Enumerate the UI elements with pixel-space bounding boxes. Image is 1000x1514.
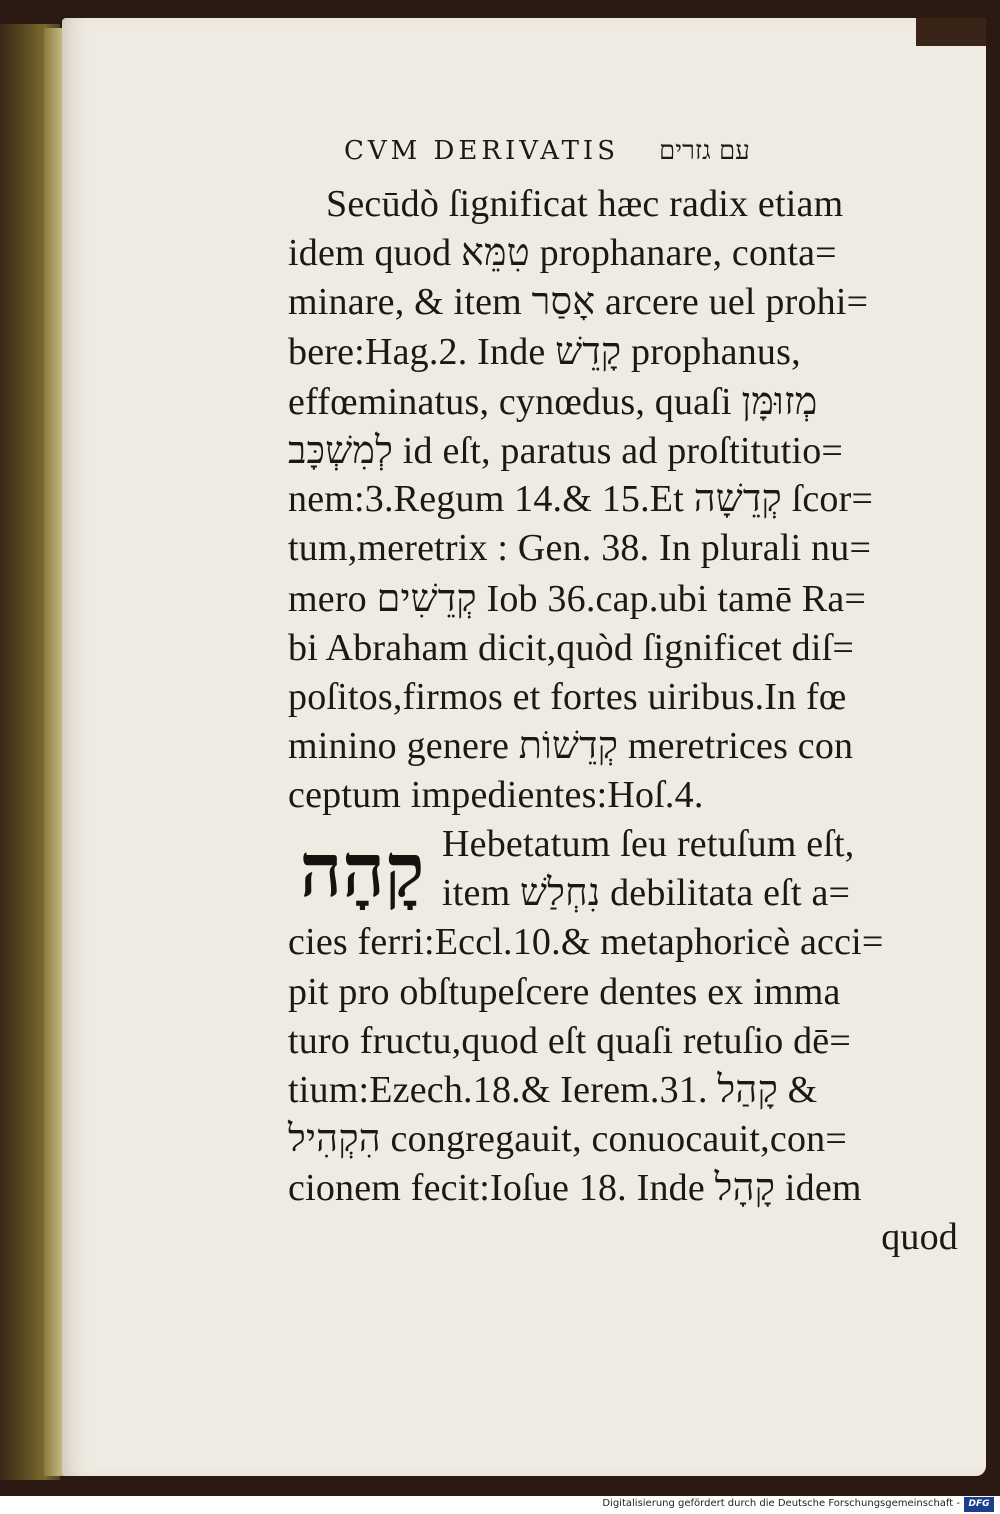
text-line: bere:Hag.2. Inde קָדֵשׁ prophanus,	[288, 331, 801, 373]
text-line: cies ferri:Eccl.10.& metaphoricè acci=	[288, 921, 884, 963]
text-line: poſitos,firmos et fortes uiribus.In fœ	[288, 676, 847, 718]
text-line: effœminatus, cynœdus, quaſi מְזוּמָּן	[288, 381, 818, 423]
text-line: לְמִשְׁכָּב id eſt, paratus ad proſtitutio=	[288, 430, 844, 472]
page-corner-shadow	[916, 18, 986, 46]
text-line: Secūdò ſignificat hæc radix etiam	[326, 183, 844, 225]
text-line: ceptum impedientes:Hoſ.4.	[288, 774, 704, 816]
text-line: mero קְדֵשִׁים Iob 36.cap.ubi tamē Ra=	[288, 578, 867, 620]
text-line: Hebetatum ſeu retuſum eſt,	[442, 823, 855, 865]
text-line: tum,meretrix : Gen. 38. In plurali nu=	[288, 527, 872, 569]
text-line: idem quod טִמֵּא prophanare, conta=	[288, 232, 837, 274]
catchword: quod	[881, 1216, 958, 1258]
text-line: pit pro obſtupeſcere dentes ex imma	[288, 971, 841, 1013]
dfg-logo: DFG	[964, 1497, 994, 1512]
funding-credit: Digitalisierung gefördert durch die Deutsche Forschungsgemeinschaft -	[602, 1498, 960, 1509]
headword-hebrew: קָהָה	[299, 828, 425, 914]
text-line: minino genere קְדֵשׁוֹת meretrices con	[288, 725, 854, 767]
text-line: turo fructu,quod eſt quaſi retuſio dē=	[288, 1020, 851, 1062]
text-line: cionem fecit:Ioſue 18. Inde קָהָל idem	[288, 1167, 862, 1209]
text-line: הִקְהִיל congregauit, conuocauit,con=	[288, 1118, 847, 1160]
text-line: tium:Ezech.18.& Ierem.31. קָהַל &	[288, 1069, 818, 1111]
running-header	[344, 136, 884, 166]
header-hebrew: עם גזרים	[659, 136, 750, 166]
text-line: item נִחְלַשׁ debilitata eſt a=	[442, 872, 851, 914]
text-line: nem:3.Regum 14.& 15.Et קְדֵשָׁה ſcor=	[288, 478, 874, 520]
text-line: bi Abraham dicit,quòd ſignificet diſ=	[288, 627, 855, 669]
text-line: minare, & item אָסַר arcere uel prohi=	[288, 281, 869, 323]
header-latin: CVM DERIVATIS	[344, 136, 620, 166]
